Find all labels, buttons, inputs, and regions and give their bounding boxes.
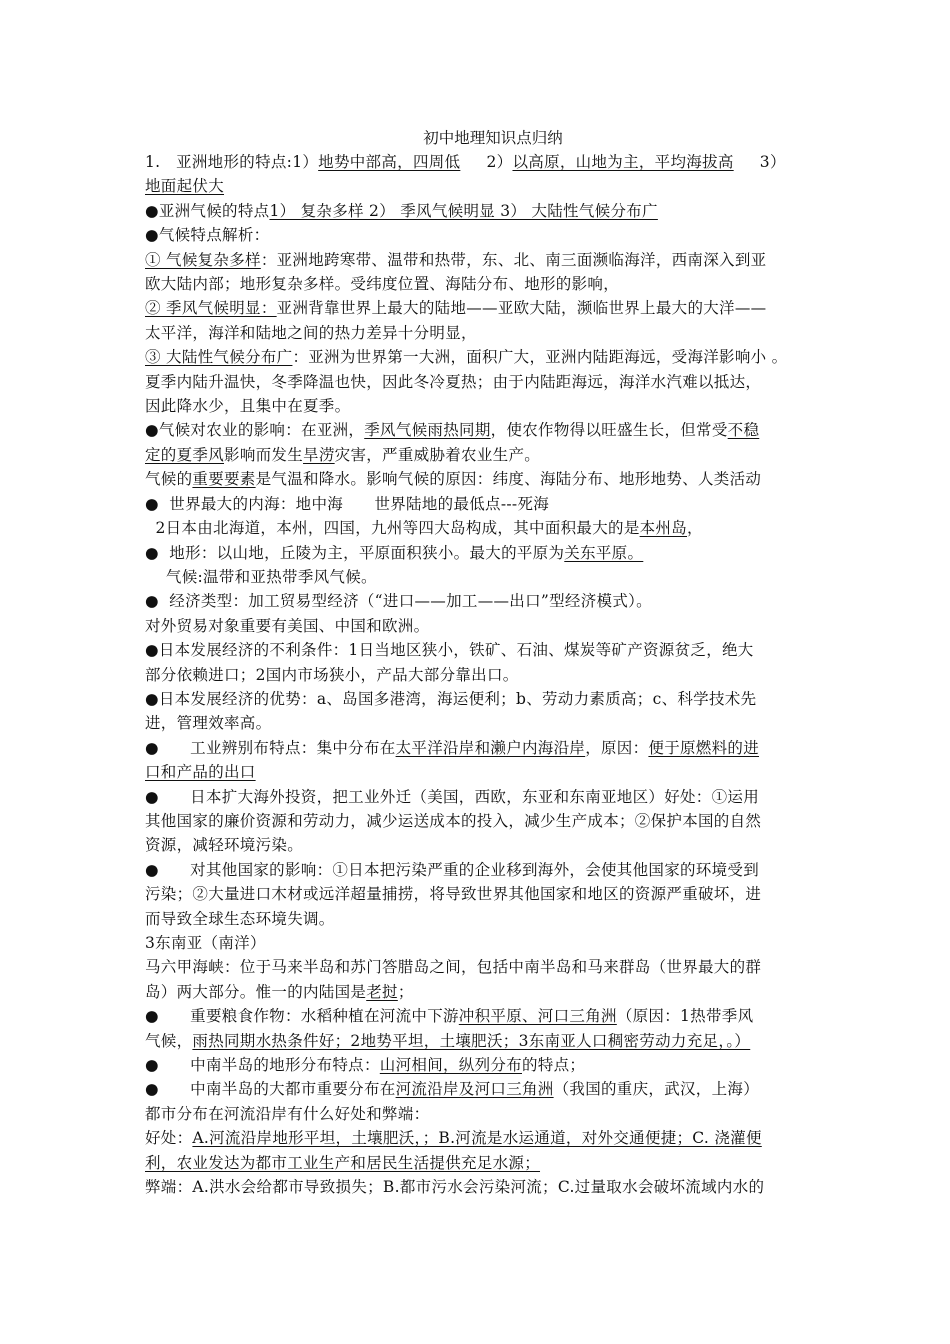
page-title: 初中地理知识点归纳 [423,129,563,147]
text-segment: 影响而发生 [224,445,304,464]
text-segment: 因此降水少，且集中在夏季。 [145,397,351,416]
underlined-text: ① 气候复杂多样 [145,250,261,269]
text-line [145,589,815,613]
underlined-text: 旱涝 [303,445,335,464]
text-line [145,516,815,540]
underlined-text: 地势中部高，四周低 [318,153,461,171]
text-line [145,785,815,809]
text-line [145,272,815,296]
text-segment: 弊端：A.洪水会给都市导致损失；B.都市污水会污染河流；C.过量取水会破坏流域内水的 [145,1178,765,1197]
text-line [145,980,815,1004]
text-line [145,150,815,174]
underlined-text: 以高原，山地为主，平均海拔高 [512,153,734,171]
text-line [145,931,815,955]
text-line [145,760,815,784]
text-segment: ●亚洲气候的特点 [145,201,270,220]
underlined-text: 地面起伏大 [145,177,225,196]
text-segment: 岛）两大部分。惟一的内陆国是 [145,982,367,1001]
text-segment: ，使农作物得以旺盛生长，但常受 [490,421,728,440]
text-segment: ●日本发展经济的优势：a、岛国多港湾，海运便利；b、劳动力素质高；c、科学技术先 [145,689,757,708]
text-segment: ● 中南半岛的大都市重要分布在 [145,1080,396,1099]
text-segment: （我国的重庆，武汉，上海） [553,1080,760,1099]
underlined-text: 雨热同期水热条件好；2地势平坦，土壤肥沃；3东南亚人口稠密劳动力充足，。） [192,1031,751,1050]
text-line [145,833,815,857]
text-segment: ，原因： [585,738,649,757]
text-segment: 气候的 [145,470,193,489]
text-line [145,614,815,638]
underlined-text: 关东平原。 [564,543,644,562]
text-segment: 欧大陆内部；地形复杂多样。受纬度位置、海陆分布、地形的影响， [145,275,620,294]
text-line [145,370,815,394]
text-segment: 太平洋，海洋和陆地之间的热力差异十分明显， [145,323,477,342]
text-segment: 2日本由北海道，本州，四国，九州等四大岛构成，其中面积最大的是 [145,519,640,538]
text-segment: 2） [460,153,513,171]
text-line [145,1126,815,1150]
text-line [145,882,815,906]
text-segment: 污染；②大量进口木材或远洋超量捕捞，将导致世界其他国家和地区的资源严重破坏，进 [145,885,762,904]
text-segment: 1. 亚洲地形的特点:1） [145,153,319,171]
text-line [145,321,815,345]
text-line [145,199,815,223]
text-segment: ：亚洲地跨寒带、温带和热带，东、北、南三面濒临海洋，西南深入到亚 [260,250,767,269]
text-line [145,858,815,882]
text-segment: 气候:温带和亚热带季风气候。 [145,567,377,586]
text-segment: 灾害，严重威胁着农业生产。 [334,445,541,464]
text-line [145,248,815,272]
underlined-text: 本州岛 [639,519,688,538]
text-segment: ●日本发展经济的不利条件：1日当地区狭小，铁矿、石油、煤炭等矿产资源贫乏，绝大 [145,641,754,660]
text-segment: 而导致全球生态环境失调。 [145,909,335,928]
text-line [145,296,815,320]
underlined-text: ③ 大陆性气候分布广 [145,348,293,367]
text-line [145,541,815,565]
text-segment: ， [687,519,703,538]
text-line [145,174,815,198]
underlined-text: 河流沿岸及河口三角洲 [395,1080,554,1099]
text-line [145,418,815,442]
text-segment: 亚洲背靠世界上最大的陆地——亚欧大陆，濒临世界上最大的大洋—— [276,299,767,318]
text-line [145,809,815,833]
text-segment: 都市分布在河流沿岸有什么好处和弊端： [145,1104,430,1123]
text-segment: 其他国家的廉价资源和劳动力，减少运送成本的投入，减少生产成本；②保护本国的自然 [145,811,762,830]
text-line [145,1175,815,1199]
text-segment: （原因：1热带季风 [616,1007,754,1026]
underlined-text: ② 季风气候明显： [145,299,277,318]
text-segment: ； [397,982,414,1001]
underlined-text: 太平洋沿岸和濑户内海沿岸 [395,738,586,757]
underlined-text: 1） 复杂多样 2） 季风气候明显 3） 大陆性气候分布广 [269,201,658,220]
underlined-text: 便于原燃料的进 [648,738,760,757]
underlined-text: 老挝 [366,982,398,1001]
text-line [145,955,815,979]
text-segment: ● 地形：以山地，丘陵为主，平原面积狭小。最大的平原为 [145,543,565,562]
text-line [145,1004,815,1028]
text-segment: ● 世界最大的内海：地中海 世界陆地的最低点---死海 [145,494,550,513]
text-line [145,736,815,760]
text-segment: 马六甲海峡：位于马来半岛和苏门答腊岛之间，包括中南半岛和马来群岛（世界最大的群 [145,958,762,977]
text-line [145,687,815,711]
text-segment: 3） [733,153,786,171]
text-line [145,1053,815,1077]
text-line [145,565,815,589]
underlined-text: 定的夏季风 [145,445,225,464]
text-segment: ● 中南半岛的地形分布特点： [145,1056,380,1075]
text-line [145,492,815,516]
text-segment: 3东南亚（南洋） [145,934,266,952]
underlined-text: A.河流沿岸地形平坦，土壤肥沃，；B.河流是水运通道，对外交通便捷；C. 浇灌便 [192,1129,762,1148]
text-segment: ●气候对农业的影响：在亚洲， [145,421,365,440]
text-line [145,638,815,662]
underlined-text: 不稳 [727,421,760,440]
text-segment: ● 日本扩大海外投资，把工业外迁（美国，西欧，东亚和东南亚地区）好处：①运用 [145,787,759,806]
text-segment: 好处： [145,1129,193,1148]
underlined-text: 利，农业发达为都市工业生产和居民生活提供充足水源； [145,1153,541,1172]
text-segment: 部分依赖进口；2国内市场狭小，产品大部分靠出口。 [145,665,519,684]
text-line [145,223,815,247]
text-line [145,394,815,418]
text-segment: ● 经济类型：加工贸易型经济（“进口——加工——出口”型经济模式）。 [145,592,652,611]
text-segment: 进，管理效率高。 [145,714,272,733]
text-line [145,467,815,491]
text-segment: ● 对其他国家的影响：①日本把污染严重的企业移到海外，会使其他国家的环境受到 [145,860,759,879]
text-segment: ● 工业辨别布特点：集中分布在 [145,738,396,757]
text-segment: ● 重要粮食作物：水稻种植在河流中下游 [145,1007,459,1026]
underlined-text: 口和产品的出口 [145,763,256,782]
text-segment: 资源，减轻环境污染。 [145,836,304,855]
text-line [145,1102,815,1126]
text-line [145,663,815,687]
text-segment: 是气温和降水。影响气候的原因：纬度、海陆分布、地形地势、人类活动 [255,470,762,489]
text-line [145,1151,815,1175]
document-body [145,150,815,1199]
text-segment: 气候， [145,1031,193,1050]
underlined-text: 季风气候雨热同期 [364,421,491,440]
text-segment: 的特点； [522,1056,586,1075]
text-line [145,907,815,931]
text-line [145,443,815,467]
text-segment: ●气候特点解析： [145,226,270,245]
text-line [145,1029,815,1053]
text-segment: 对外贸易对象重要有美国、中国和欧洲。 [145,616,430,635]
underlined-text: 山河相间，纵列分布 [379,1056,522,1075]
text-line [145,1077,815,1101]
text-line [145,711,815,735]
underlined-text: 冲积平原、河口三角洲 [458,1007,617,1026]
text-segment: 夏季内陆升温快，冬季降温也快，因此冬冷夏热；由于内陆距海远，海洋水汽难以抵达， [145,372,762,391]
text-segment: ：亚洲为世界第一大洲，面积广大，亚洲内陆距海远，受海洋影响小 。 [292,348,788,367]
underlined-text: 重要要素 [192,470,256,489]
text-line [145,345,815,369]
